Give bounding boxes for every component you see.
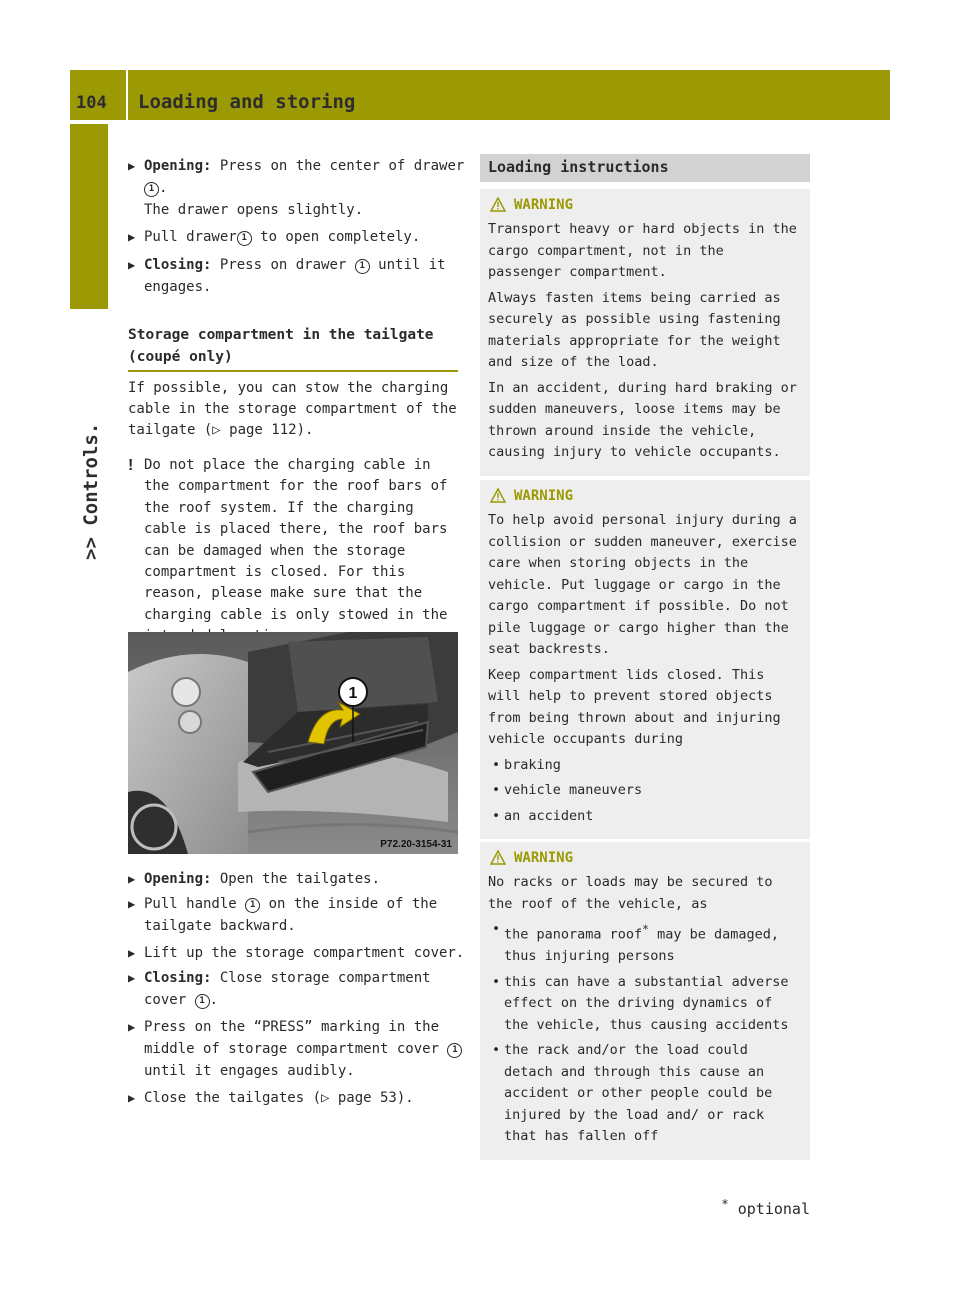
warning-heading [488, 486, 802, 510]
optional-star: * [642, 923, 649, 936]
warning-heading [488, 848, 802, 872]
section-intro: If possible, you can stow the charging cable in the storage compartment of the tailgate (▷ page 112). [128, 380, 457, 438]
notice-icon: ! [128, 457, 134, 474]
list-item: • the rack and/or the load could detach and through this cause an accident or other people could be injured by the load and/ or rack that has fallen off [488, 1040, 802, 1148]
warning-text: To help avoid personal injury during a collision or sudden maneuver, exercise care when storing objects in the vehicle. Put luggage or cargo in the cargo compartment if possible. Do not pile luggage or cargo higher than the seat backrests. [488, 512, 797, 657]
step-press-marking [128, 1016, 476, 1082]
step-arrow-icon: ▶ [128, 971, 136, 985]
side-tab-label: >> Controls. [80, 422, 102, 560]
step-arrow-icon: ▶ [128, 1020, 136, 1034]
figure-callout-number: 1 [348, 685, 358, 702]
footer-optional-note [721, 1196, 810, 1218]
step-label: Closing: [144, 257, 212, 273]
step-arrow-icon: ▶ [128, 872, 136, 886]
step-text: on the inside of the tailgate backward. [144, 896, 438, 934]
warning-text: Keep compartment lids closed. This will help to prevent stored objects from being thrown about and injuring vehicle occupants during [488, 666, 781, 747]
step-arrow-icon: ▶ [128, 230, 136, 244]
step-label: Closing: [144, 970, 212, 986]
side-tab-block [70, 124, 108, 309]
step-text: Pull handle [144, 896, 246, 912]
step-pull-handle [128, 893, 476, 937]
step-opening-drawer [128, 155, 476, 221]
step-label: Opening: [144, 158, 212, 174]
step-close-tailgates [128, 1087, 476, 1109]
step-result: The drawer opens slightly. [144, 202, 364, 218]
list-item: • an accident [488, 806, 802, 828]
callout-1-icon: 1 [237, 231, 252, 246]
step-text: Press on drawer [211, 257, 355, 273]
step-arrow-icon: ▶ [128, 159, 136, 173]
section-title: Storage compartment in the tailgate (coupé only) [128, 327, 434, 365]
step-text: Lift up the storage compartment cover. [144, 945, 465, 961]
section-rule [128, 370, 458, 372]
callout-1-icon: 1 [144, 182, 159, 197]
warning-box-1 [480, 189, 810, 476]
warning-text: In an accident, during hard braking or sudden maneuvers, loose items may be thrown around inside the vehicle, causing injury to vehicle occupants. [488, 379, 797, 460]
step-opening-tailgate [128, 868, 476, 890]
tailgate-photo [128, 632, 458, 854]
step-text: until it engages audibly. [144, 1063, 355, 1079]
tailgate-illustration [128, 632, 458, 854]
list-item-text: the panorama roof [504, 926, 643, 943]
step-closing-drawer [128, 254, 476, 298]
step-arrow-icon: ▶ [128, 258, 136, 272]
step-arrow-icon: ▶ [128, 897, 136, 911]
note-text: Do not place the charging cable in the compartment for the roof bars of the roof system. If the charging cable is placed there, the roof bars can be damaged when the storage compartment is closed. For this reason, please make sure that the charging cable is only stowed in the [144, 457, 448, 623]
step-text: . [159, 180, 168, 196]
loading-instructions-title: Loading instructions [488, 158, 669, 176]
loading-instructions-header [480, 154, 810, 182]
step-text: Close the tailgates (▷ page 53). [144, 1090, 414, 1106]
step-text: until it engages. [144, 257, 446, 295]
warning-box-3 [480, 842, 810, 1160]
page-number: 104 [76, 93, 107, 113]
list-item-text: may be damaged, thus injuring persons [504, 926, 779, 964]
warning-triangle-icon [490, 850, 506, 865]
list-item: • this can have a substantial adverse effect on the driving dynamics of the vehicle, thus causing accidents [488, 972, 802, 1037]
warning-triangle-icon [490, 197, 506, 212]
note-block [128, 455, 460, 648]
warning-heading [488, 195, 802, 219]
step-text: Press on the center of drawer [211, 158, 465, 174]
figure-caption: P72.20-3154-31 [380, 839, 452, 850]
step-pull-drawer [128, 226, 476, 248]
step-text: . [209, 992, 219, 1008]
step-arrow-icon: ▶ [128, 1091, 136, 1105]
list-item [488, 919, 802, 968]
optional-star: * [721, 1196, 729, 1211]
callout-1-icon: 1 [245, 898, 260, 913]
step-lift-cover [128, 942, 476, 964]
page-title: Loading and storing [138, 91, 356, 113]
warning-text: Always fasten items being carried as securely as possible using fastening materials appropriate for the weight and size of the load. [488, 289, 781, 370]
warning-label: WARNING [514, 488, 574, 504]
warning-text: Transport heavy or hard objects in the cargo compartment, not in the passenger compartment. [488, 221, 797, 280]
step-text: to open completely. [251, 229, 421, 245]
callout-1-icon: 1 [447, 1043, 462, 1058]
callout-1-icon: 1 [195, 994, 210, 1009]
warning-triangle-icon [490, 488, 506, 503]
list-item: • braking [488, 755, 802, 777]
step-text: Press on the “PRESS” marking in the middle of storage compartment cover [144, 1019, 448, 1057]
header-separator [126, 70, 128, 120]
step-text: Close storage compartment cover [144, 970, 431, 1008]
step-text: Open the tailgates. [211, 871, 381, 887]
optional-label: optional [728, 1200, 810, 1218]
step-label: Opening: [144, 871, 212, 887]
step-closing-cover [128, 967, 476, 1011]
warning-label: WARNING [514, 850, 574, 866]
warning-label: WARNING [514, 197, 574, 213]
step-text: Pull drawer [144, 229, 237, 245]
callout-1-icon: 1 [355, 259, 370, 274]
warning-box-2 [480, 480, 810, 839]
step-arrow-icon: ▶ [128, 946, 136, 960]
warning-text: No racks or loads may be secured to the roof of the vehicle, as [488, 874, 773, 912]
list-item: • vehicle maneuvers [488, 780, 802, 802]
